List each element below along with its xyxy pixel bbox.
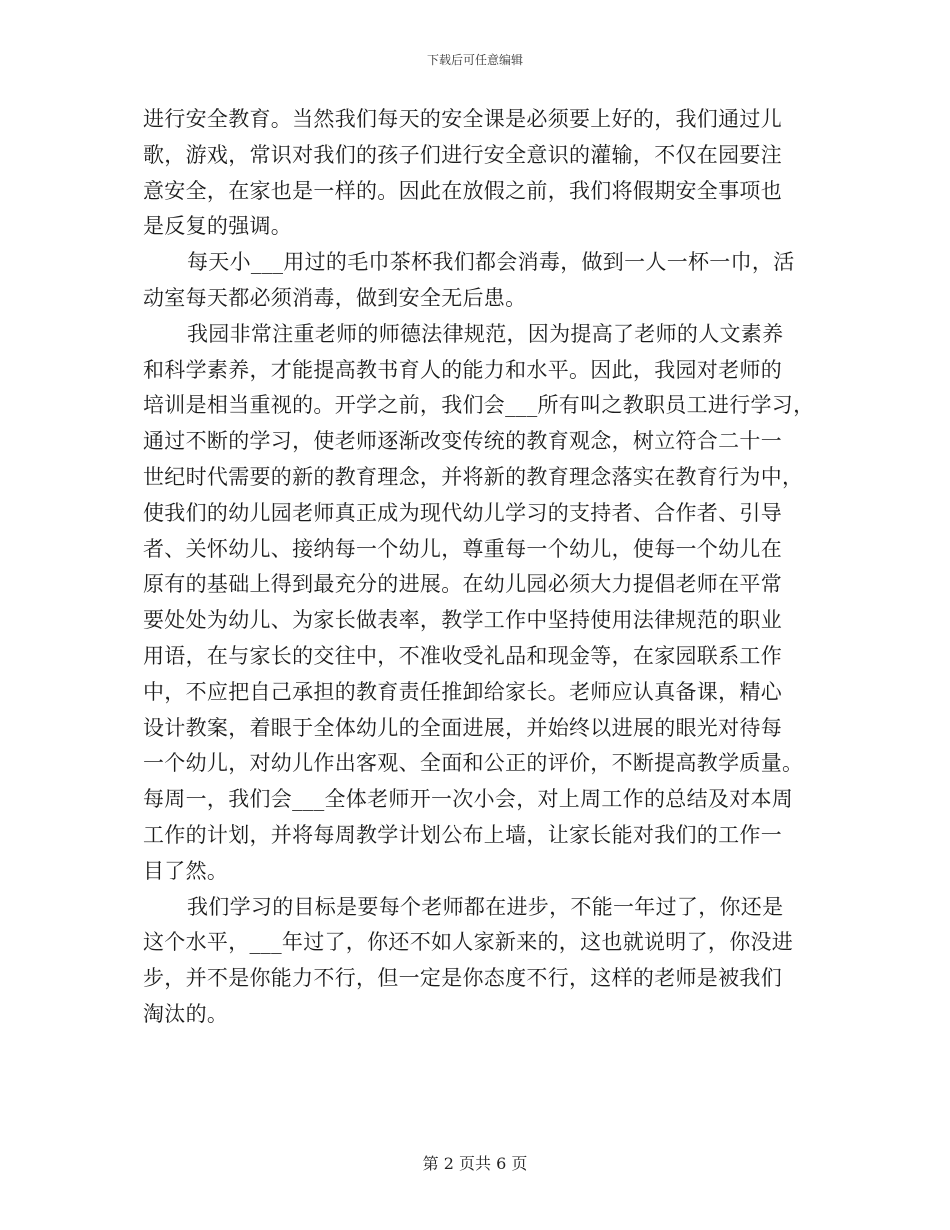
text-line: 目了然。 <box>143 858 229 883</box>
text-line: 每周一，我们会___全体老师开一次小会，对上周工作的总结及对本周 <box>143 787 794 812</box>
text-line: 者、关怀幼儿、接纳每一个幼儿，尊重每一个幼儿，使每一个幼儿在 <box>143 536 782 561</box>
page-header: 下载后可任意编辑 <box>426 53 523 67</box>
text-line: 一个幼儿，对幼儿作出客观、全面和公正的评价，不断提高教学质量。 <box>143 751 804 776</box>
paragraph-start-line: 我园非常注重老师的师德法律规范，因为提高了老师的人文素养 <box>187 321 784 346</box>
text-line: 通过不断的学习，使老师逐渐改变传统的教育观念，树立符合二十一 <box>143 429 782 454</box>
text-line: 中，不应把自己承担的教育责任推卸给家长。老师应认真备课，精心 <box>143 679 782 704</box>
document-body <box>143 102 823 1033</box>
text-line: 进行安全教育。当然我们每天的安全课是必须要上好的，我们通过儿 <box>143 107 782 131</box>
text-line: 这个水平，___年过了，你还不如人家新来的，这也就说明了，你没进 <box>143 930 794 955</box>
text-line: 要处处为幼儿、为家长做表率，教学工作中坚持使用法律规范的职业 <box>143 608 782 633</box>
text-line: 和科学素养，才能提高教书育人的能力和水平。因此，我园对老师的 <box>143 357 782 382</box>
text-line: 设计教案，着眼于全体幼儿的全面进展，并始终以进展的眼光对待每 <box>143 715 782 740</box>
text-line: 世纪时代需要的新的教育理念，并将新的教育理念落实在教育行为中， <box>143 464 804 489</box>
text-line: 使我们的幼儿园老师真正成为现代幼儿学习的支持者、合作者、引导 <box>143 500 782 525</box>
text-line: 歌，游戏，常识对我们的孩子们进行安全意识的灌输，不仅在园要注 <box>143 142 782 167</box>
text-line: 意安全，在家也是一样的。因此在放假之前，我们将假期安全事项也 <box>143 178 782 203</box>
paragraph-start-line: 每天小___用过的毛巾茶杯我们都会消毒，做到一人一杯一巾，活 <box>187 250 795 275</box>
paragraph-start-line: 我们学习的目标是要每个老师都在进步，不能一年过了，你还是 <box>187 894 784 919</box>
text-line: 淘汰的。 <box>143 1001 229 1026</box>
text-line: 培训是相当重视的。开学之前，我们会___所有叫之教职员工进行学习， <box>143 393 815 418</box>
text-line: 步，并不是你能力不行，但一定是你态度不行，这样的老师是被我们 <box>143 966 782 991</box>
page-number: 第 2 页共 6 页 <box>422 1154 528 1173</box>
text-line: 原有的基础上得到最充分的进展。在幼儿园必须大力提倡老师在平常 <box>143 572 782 597</box>
text-line: 用语，在与家长的交往中，不准收受礼品和现金等，在家园联系工作 <box>143 643 782 668</box>
text-line: 是反复的强调。 <box>143 214 293 239</box>
text-line: 动室每天都必须消毒，做到安全无后患。 <box>143 285 527 310</box>
text-line: 工作的计划，并将每周教学计划公布上墙，让家长能对我们的工作一 <box>143 822 782 847</box>
